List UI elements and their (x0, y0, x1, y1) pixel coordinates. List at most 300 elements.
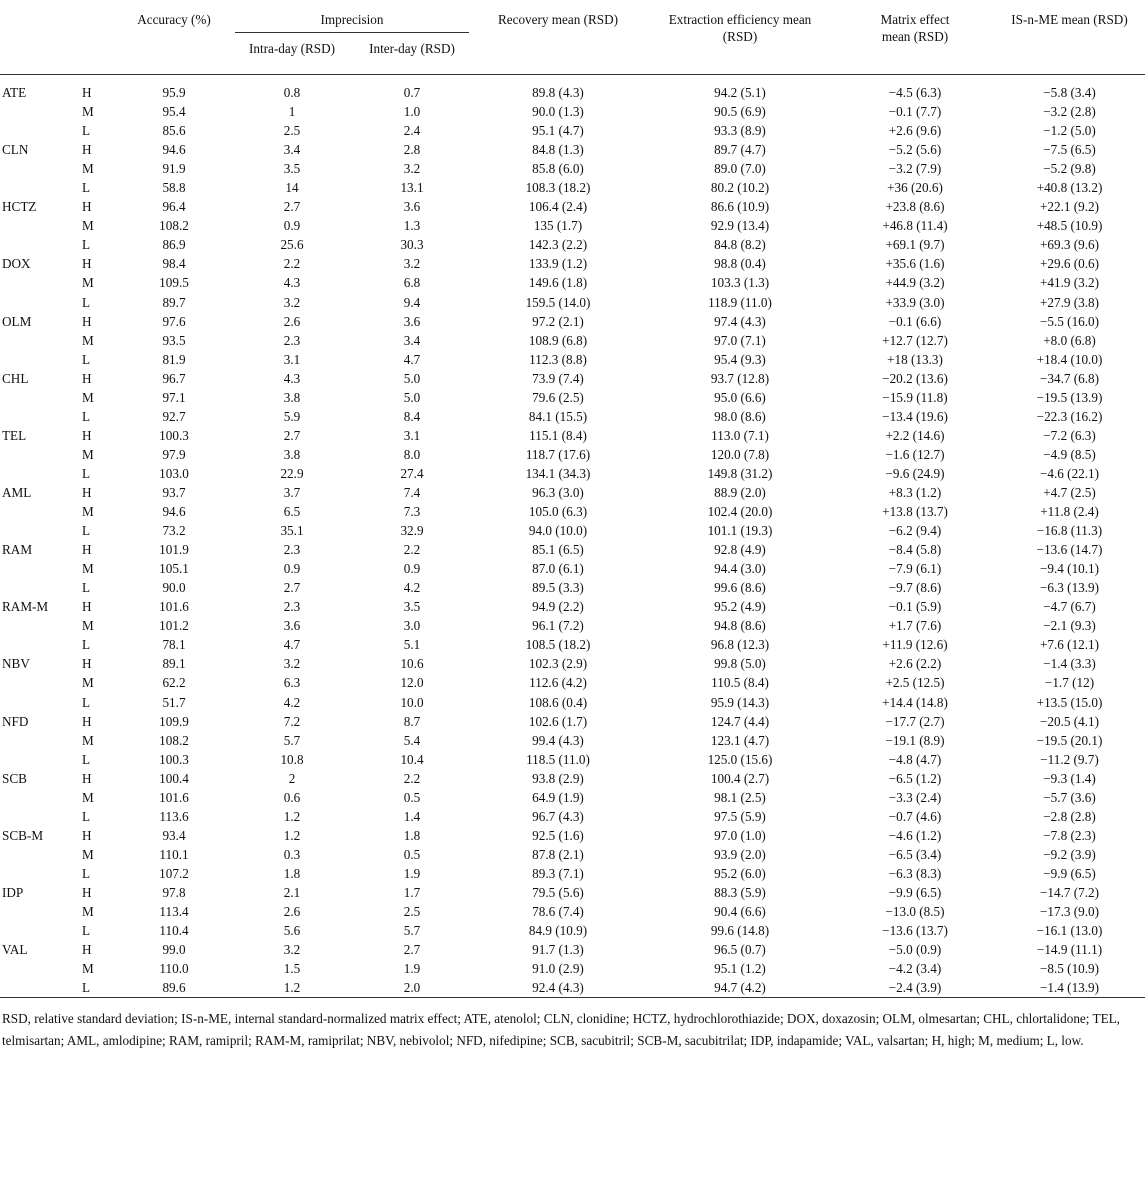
recovery-cell: 84.1 (15.5) (528, 408, 588, 424)
table-row (0, 540, 1145, 559)
extraction-cell: 97.0 (7.1) (714, 332, 766, 348)
extraction-cell: 101.1 (19.3) (707, 523, 773, 539)
recovery-cell: 106.4 (2.4) (528, 199, 588, 215)
level-cell: H (82, 827, 92, 843)
extraction-cell: 99.6 (14.8) (710, 923, 770, 939)
extraction-cell: 86.6 (10.9) (710, 199, 770, 215)
intra-day-cell: 4.2 (283, 694, 301, 710)
drug-cell (0, 921, 78, 940)
intra-day-cell: 10.8 (280, 751, 304, 767)
table-row (0, 159, 1145, 178)
inter-day-cell: 1.9 (403, 961, 421, 977)
header-level (78, 0, 116, 36)
recovery-cell: 85.1 (6.5) (532, 542, 584, 558)
extraction-cell: 95.2 (6.0) (714, 865, 766, 881)
extraction-cell: 120.0 (7.8) (710, 446, 770, 462)
matrix-effect-cell: −7.9 (6.1) (888, 561, 942, 577)
extraction-cell: 80.2 (10.2) (710, 180, 770, 196)
table-row (0, 864, 1145, 883)
extraction-cell: 99.8 (5.0) (714, 656, 766, 672)
level-cell: H (82, 313, 92, 329)
intra-day-cell: 1.2 (283, 808, 301, 824)
isnme-cell: +41.9 (3.2) (1039, 275, 1100, 291)
matrix-effect-cell: −0.1 (7.7) (888, 104, 942, 120)
recovery-cell: 112.3 (8.8) (529, 351, 587, 367)
accuracy-cell: 95.4 (162, 104, 186, 120)
isnme-cell: +29.6 (0.6) (1039, 256, 1100, 272)
accuracy-cell: 92.7 (162, 408, 186, 424)
accuracy-cell: 93.7 (162, 485, 186, 500)
isnme-cell: −4.6 (22.1) (1039, 465, 1100, 481)
inter-day-cell: 2.5 (403, 904, 421, 920)
recovery-cell: 93.8 (2.9) (532, 770, 584, 786)
level-cell: H (82, 884, 92, 900)
table-row (0, 940, 1145, 959)
extraction-cell: 94.4 (3.0) (714, 561, 766, 577)
accuracy-cell: 110.1 (159, 846, 189, 862)
inter-day-cell: 7.3 (403, 504, 421, 520)
matrix-effect-cell: +69.1 (9.7) (885, 237, 945, 253)
matrix-effect-cell: +35.6 (1.6) (885, 256, 945, 272)
level-cell: L (82, 980, 91, 996)
recovery-cell: 99.4 (4.3) (532, 732, 584, 748)
inter-day-cell: 3.4 (403, 332, 421, 348)
extraction-cell: 95.2 (4.9) (714, 599, 766, 615)
matrix-effect-cell: −13.0 (8.5) (885, 904, 945, 920)
isnme-cell: −5.8 (3.4) (1043, 85, 1096, 101)
drug-cell (0, 445, 78, 464)
isnme-cell: −4.7 (6.7) (1043, 599, 1096, 615)
extraction-cell: 102.4 (20.0) (707, 504, 773, 520)
matrix-effect-cell: −3.2 (7.9) (888, 161, 942, 177)
accuracy-cell: 95.9 (162, 85, 186, 101)
drug-cell: DOX (2, 256, 31, 272)
matrix-effect-cell: −4.6 (1.2) (888, 827, 942, 843)
recovery-cell: 94.0 (10.0) (528, 523, 588, 539)
drug-cell: NBV (2, 656, 30, 672)
table-row (0, 178, 1145, 197)
drug-cell: SCB (2, 770, 27, 786)
isnme-cell: −5.7 (3.6) (1043, 789, 1096, 805)
table-row (0, 235, 1145, 254)
isnme-cell: +27.9 (3.8) (1039, 294, 1100, 310)
drug-cell (0, 388, 78, 407)
accuracy-cell: 101.2 (159, 618, 189, 634)
recovery-cell: 135 (1.7) (533, 218, 583, 234)
recovery-cell: 89.8 (4.3) (532, 85, 584, 101)
inter-day-cell: 9.4 (403, 294, 421, 310)
matrix-effect-cell: −9.9 (6.5) (888, 884, 942, 900)
drug-cell (0, 521, 78, 540)
inter-day-cell: 0.5 (403, 789, 421, 805)
extraction-cell: 95.9 (14.3) (710, 694, 770, 710)
accuracy-cell: 97.8 (162, 884, 186, 900)
level-cell: M (82, 104, 94, 120)
intra-day-cell: 3.5 (283, 161, 301, 177)
recovery-cell: 87.8 (2.1) (532, 846, 584, 862)
isnme-cell: −1.4 (3.3) (1043, 656, 1096, 672)
intra-day-cell: 6.5 (283, 504, 301, 520)
level-cell: M (82, 504, 94, 520)
isnme-cell: −5.5 (16.0) (1039, 313, 1100, 329)
extraction-cell: 95.4 (9.3) (714, 351, 766, 367)
isnme-cell: +69.3 (9.6) (1039, 237, 1100, 253)
accuracy-cell: 101.6 (159, 789, 189, 805)
level-cell: H (82, 942, 92, 958)
isnme-cell: −9.9 (6.5) (1043, 865, 1096, 881)
intra-day-cell: 3.1 (283, 351, 301, 367)
table-row (0, 140, 1145, 159)
drug-cell: IDP (2, 884, 24, 900)
accuracy-cell: 58.8 (162, 180, 186, 196)
isnme-cell: −9.2 (3.9) (1043, 846, 1096, 862)
table-row (0, 807, 1145, 826)
matrix-effect-cell: +44.9 (3.2) (885, 275, 945, 291)
accuracy-cell: 100.3 (159, 751, 189, 767)
level-cell: H (82, 656, 92, 672)
recovery-cell: 118.5 (11.0) (526, 751, 590, 767)
level-cell: H (82, 85, 92, 101)
table-row (0, 426, 1145, 445)
drug-cell (0, 464, 78, 483)
extraction-cell: 97.0 (1.0) (714, 827, 766, 843)
extraction-cell: 113.0 (7.1) (711, 427, 769, 443)
accuracy-cell: 107.2 (159, 865, 189, 881)
drug-cell (0, 578, 78, 597)
intra-day-cell: 22.9 (280, 465, 304, 481)
drug-cell (0, 635, 78, 654)
drug-cell: CLN (2, 142, 29, 158)
accuracy-cell: 97.9 (162, 446, 186, 462)
table-row (0, 712, 1145, 731)
recovery-cell: 142.3 (2.2) (528, 237, 588, 253)
drug-cell (0, 864, 78, 883)
header-drug (0, 0, 78, 36)
level-cell: H (82, 542, 92, 558)
table-row (0, 83, 1145, 102)
intra-day-cell: 1.5 (283, 961, 301, 977)
header-imprecision: Imprecision (232, 0, 472, 36)
inter-day-cell: 5.0 (403, 389, 421, 405)
table-row (0, 597, 1145, 616)
isnme-cell: −3.2 (2.8) (1043, 104, 1096, 120)
table-row (0, 521, 1145, 540)
inter-day-cell: 5.1 (403, 637, 421, 653)
extraction-cell: 94.2 (5.1) (714, 85, 766, 101)
isnme-cell: −19.5 (20.1) (1036, 732, 1103, 748)
inter-day-cell: 2.7 (403, 942, 421, 958)
matrix-effect-cell: −5.0 (0.9) (888, 942, 942, 958)
accuracy-cell: 113.6 (159, 808, 189, 824)
extraction-cell: 98.8 (0.4) (714, 256, 766, 272)
extraction-cell: 96.8 (12.3) (710, 637, 770, 653)
accuracy-cell: 62.2 (162, 675, 186, 691)
recovery-cell: 115.1 (8.4) (529, 427, 587, 443)
recovery-cell: 134.1 (34.3) (525, 465, 591, 481)
matrix-effect-cell: +12.7 (12.7) (882, 332, 948, 348)
matrix-effect-cell: −17.7 (2.7) (885, 713, 945, 729)
recovery-cell: 108.5 (18.2) (525, 637, 591, 653)
accuracy-cell: 51.7 (162, 694, 186, 710)
level-cell: H (82, 142, 92, 158)
header-recovery: Recovery mean (RSD) (497, 12, 619, 27)
header-extraction: Extraction efficiency mean (RSD) (668, 12, 812, 44)
matrix-effect-cell: −13.4 (19.6) (882, 408, 948, 424)
extraction-cell: 118.9 (11.0) (708, 294, 772, 310)
accuracy-cell: 94.6 (162, 504, 186, 520)
table-row (0, 273, 1145, 292)
level-cell: H (82, 713, 92, 729)
matrix-effect-cell: +8.3 (1.2) (888, 485, 942, 500)
inter-day-cell: 2.8 (403, 142, 421, 158)
recovery-cell: 79.6 (2.5) (532, 389, 584, 405)
isnme-cell: −5.2 (9.8) (1043, 161, 1096, 177)
drug-cell: SCB-M (2, 827, 44, 843)
isnme-cell: +8.0 (6.8) (1043, 332, 1096, 348)
inter-day-cell: 30.3 (400, 237, 424, 253)
recovery-cell: 89.5 (3.3) (532, 580, 584, 596)
matrix-effect-cell: +13.8 (13.7) (882, 504, 948, 520)
intra-day-cell: 2.6 (283, 904, 301, 920)
accuracy-cell: 99.0 (162, 942, 186, 958)
inter-day-cell: 3.2 (403, 256, 421, 272)
extraction-cell: 97.4 (4.3) (714, 313, 766, 329)
inter-day-cell: 3.5 (403, 599, 421, 615)
recovery-cell: 94.9 (2.2) (532, 599, 584, 615)
extraction-cell: 98.1 (2.5) (714, 789, 766, 805)
isnme-cell: +11.8 (2.4) (1040, 504, 1099, 520)
drug-cell (0, 407, 78, 426)
table-row (0, 121, 1145, 140)
inter-day-cell: 4.2 (403, 580, 421, 596)
inter-day-cell: 8.0 (403, 446, 421, 462)
inter-day-cell: 2.0 (403, 980, 421, 996)
level-cell: L (82, 751, 91, 767)
intra-day-cell: 0.6 (283, 789, 301, 805)
matrix-effect-cell: +33.9 (3.0) (885, 294, 945, 310)
table-row (0, 921, 1145, 940)
extraction-cell: 89.7 (4.7) (714, 142, 766, 158)
extraction-cell: 94.8 (8.6) (714, 618, 766, 634)
intra-day-cell: 2.6 (283, 313, 301, 329)
intra-day-cell: 2.3 (283, 599, 301, 615)
extraction-cell: 89.0 (7.0) (714, 161, 766, 177)
matrix-effect-cell: −20.2 (13.6) (882, 370, 948, 386)
intra-day-cell: 35.1 (280, 523, 304, 539)
isnme-cell: −6.3 (13.9) (1039, 580, 1100, 596)
table-row (0, 673, 1145, 692)
isnme-cell: −34.7 (6.8) (1039, 370, 1100, 386)
table-row (0, 750, 1145, 769)
recovery-cell: 85.8 (6.0) (532, 161, 584, 177)
accuracy-cell: 101.6 (159, 599, 189, 615)
matrix-effect-cell: −4.2 (3.4) (888, 961, 942, 977)
intra-day-cell: 0.8 (283, 85, 301, 101)
extraction-cell: 93.3 (8.9) (714, 123, 766, 139)
matrix-effect-cell: +23.8 (8.6) (885, 199, 945, 215)
intra-day-cell: 3.6 (283, 618, 301, 634)
accuracy-cell: 109.9 (159, 713, 189, 729)
level-cell: L (82, 580, 91, 596)
table-row (0, 559, 1145, 578)
inter-day-cell: 5.4 (403, 732, 421, 748)
recovery-cell: 87.0 (6.1) (532, 561, 584, 577)
accuracy-cell: 89.7 (162, 294, 186, 310)
isnme-cell: −16.1 (13.0) (1036, 923, 1103, 939)
drug-cell: RAM (2, 542, 33, 558)
isnme-cell: −1.7 (12) (1044, 675, 1095, 691)
drug-cell (0, 159, 78, 178)
inter-day-cell: 6.8 (403, 275, 421, 291)
inter-day-cell: 10.4 (400, 751, 424, 767)
level-cell: H (82, 256, 92, 272)
drug-cell (0, 331, 78, 350)
header-isnme: IS-n-ME mean (RSD) (1011, 12, 1128, 27)
level-cell: M (82, 732, 94, 748)
level-cell: H (82, 770, 92, 786)
intra-day-cell: 2.2 (283, 256, 301, 272)
isnme-cell: −2.8 (2.8) (1043, 808, 1096, 824)
inter-day-cell: 10.0 (400, 694, 424, 710)
isnme-cell: −14.7 (7.2) (1039, 884, 1100, 900)
accuracy-cell: 103.0 (159, 465, 189, 481)
recovery-cell: 133.9 (1.2) (528, 256, 588, 272)
isnme-cell: +4.7 (2.5) (1043, 485, 1096, 500)
drug-cell (0, 121, 78, 140)
matrix-effect-cell: −9.7 (8.6) (888, 580, 942, 596)
isnme-cell: +13.5 (15.0) (1036, 694, 1103, 710)
drug-cell (0, 235, 78, 254)
matrix-effect-cell: −0.1 (5.9) (888, 599, 942, 615)
intra-day-cell: 1.8 (283, 865, 301, 881)
level-cell: M (82, 675, 94, 691)
intra-day-cell: 2.7 (283, 580, 301, 596)
inter-day-cell: 3.6 (403, 199, 421, 215)
intra-day-cell: 0.9 (283, 218, 301, 234)
drug-cell (0, 502, 78, 521)
accuracy-cell: 73.2 (162, 523, 186, 539)
recovery-cell: 92.5 (1.6) (532, 827, 584, 843)
intra-day-cell: 6.3 (283, 675, 301, 691)
isnme-cell: −20.5 (4.1) (1039, 713, 1100, 729)
matrix-effect-cell: +2.5 (12.5) (885, 675, 945, 691)
intra-day-cell: 3.8 (283, 446, 301, 462)
matrix-effect-cell: −4.8 (4.7) (888, 751, 942, 767)
level-cell: M (82, 904, 94, 920)
matrix-effect-cell: −19.1 (8.9) (885, 732, 945, 748)
intra-day-cell: 5.9 (283, 408, 301, 424)
accuracy-cell: 89.6 (162, 980, 186, 996)
matrix-effect-cell: −15.9 (11.8) (882, 389, 948, 405)
table-row (0, 959, 1145, 978)
level-cell: H (82, 199, 92, 215)
matrix-effect-cell: −6.2 (9.4) (888, 523, 942, 539)
drug-cell (0, 673, 78, 692)
inter-day-cell: 27.4 (400, 465, 424, 481)
table-row (0, 312, 1145, 331)
inter-day-cell: 32.9 (400, 523, 424, 539)
matrix-effect-cell: −5.2 (5.6) (888, 142, 942, 158)
isnme-cell: −7.2 (6.3) (1043, 427, 1096, 443)
inter-day-cell: 1.3 (403, 218, 421, 234)
inter-day-cell: 1.4 (403, 808, 421, 824)
recovery-cell: 91.7 (1.3) (532, 942, 584, 958)
table-row (0, 293, 1145, 312)
extraction-cell: 88.3 (5.9) (714, 884, 766, 900)
extraction-cell: 94.7 (4.2) (714, 980, 766, 996)
inter-day-cell: 1.8 (403, 827, 421, 843)
drug-cell (0, 102, 78, 121)
intra-day-cell: 4.7 (283, 637, 301, 653)
level-cell: H (82, 599, 92, 615)
recovery-cell: 89.3 (7.1) (532, 865, 584, 881)
inter-day-cell: 1.0 (403, 104, 421, 120)
inter-day-cell: 3.1 (403, 427, 421, 443)
inter-day-cell: 2.2 (403, 770, 421, 786)
intra-day-cell: 3.8 (283, 389, 301, 405)
drug-cell: OLM (2, 313, 32, 329)
level-cell: M (82, 846, 94, 862)
accuracy-cell: 81.9 (162, 351, 186, 367)
intra-day-cell: 2.7 (283, 427, 301, 443)
intra-day-cell: 5.7 (283, 732, 301, 748)
inter-day-cell: 3.6 (403, 313, 421, 329)
accuracy-cell: 90.0 (162, 580, 186, 596)
extraction-cell: 123.1 (4.7) (710, 732, 770, 748)
isnme-cell: −1.4 (13.9) (1039, 980, 1100, 996)
isnme-cell: −14.9 (11.1) (1036, 942, 1103, 958)
inter-day-cell: 5.7 (403, 923, 421, 939)
recovery-cell: 90.0 (1.3) (532, 104, 584, 120)
matrix-effect-cell: +18 (13.3) (887, 351, 943, 367)
recovery-cell: 118.7 (17.6) (525, 446, 591, 462)
level-cell: L (82, 637, 91, 653)
isnme-cell: −7.5 (6.5) (1043, 142, 1096, 158)
recovery-cell: 108.6 (0.4) (528, 694, 588, 710)
accuracy-cell: 91.9 (162, 161, 186, 177)
intra-day-cell: 3.4 (283, 142, 301, 158)
table-footnote: RSD, relative standard deviation; IS-n-ME, internal standard-normalized matrix effect; ATE, atenolol; CLN, clonidine; HCTZ, hydrochlorothiazide; DOX, doxazosin; OLM, olmesartan; CHL, chlortalidone; TEL, telmisartan; AML, amlodipine; RAM, ramipril; RAM-M, ramiprilat; NBV, nebivolol; NFD, nifedipine; SCB, sacubitril; SCB-M, sacubitrilat; IDP, indapamide; VAL, valsartan; H, high; M, medium; L, low. (2, 1011, 1120, 1049)
accuracy-cell: 96.4 (162, 199, 186, 215)
table-row (0, 788, 1145, 807)
accuracy-cell: 93.5 (162, 332, 186, 348)
header-inter-day: Inter-day (RSD) (369, 41, 455, 56)
matrix-effect-cell: −3.3 (2.4) (888, 789, 942, 805)
table-row (0, 635, 1145, 654)
level-cell: L (82, 351, 91, 367)
table-row (0, 731, 1145, 750)
accuracy-cell: 109.5 (159, 275, 189, 291)
isnme-cell: −22.3 (16.2) (1036, 408, 1103, 424)
inter-day-cell: 5.0 (403, 370, 421, 386)
intra-day-cell: 1.2 (283, 980, 301, 996)
isnme-cell: −19.5 (13.9) (1036, 389, 1103, 405)
isnme-cell: +48.5 (10.9) (1036, 218, 1103, 234)
level-cell: M (82, 161, 94, 177)
accuracy-cell: 113.4 (159, 904, 189, 920)
level-cell: M (82, 618, 94, 634)
recovery-cell: 79.5 (5.6) (532, 884, 584, 900)
recovery-cell: 92.4 (4.3) (532, 980, 584, 996)
level-cell: L (82, 123, 91, 139)
recovery-cell: 159.5 (14.0) (525, 294, 591, 310)
isnme-cell: −16.8 (11.3) (1036, 523, 1103, 539)
matrix-effect-cell: −13.6 (13.7) (882, 923, 948, 939)
inter-day-cell: 1.7 (403, 884, 421, 900)
extraction-cell: 93.7 (12.8) (710, 370, 770, 386)
table-row (0, 845, 1145, 864)
intra-day-cell: 3.2 (283, 656, 301, 672)
